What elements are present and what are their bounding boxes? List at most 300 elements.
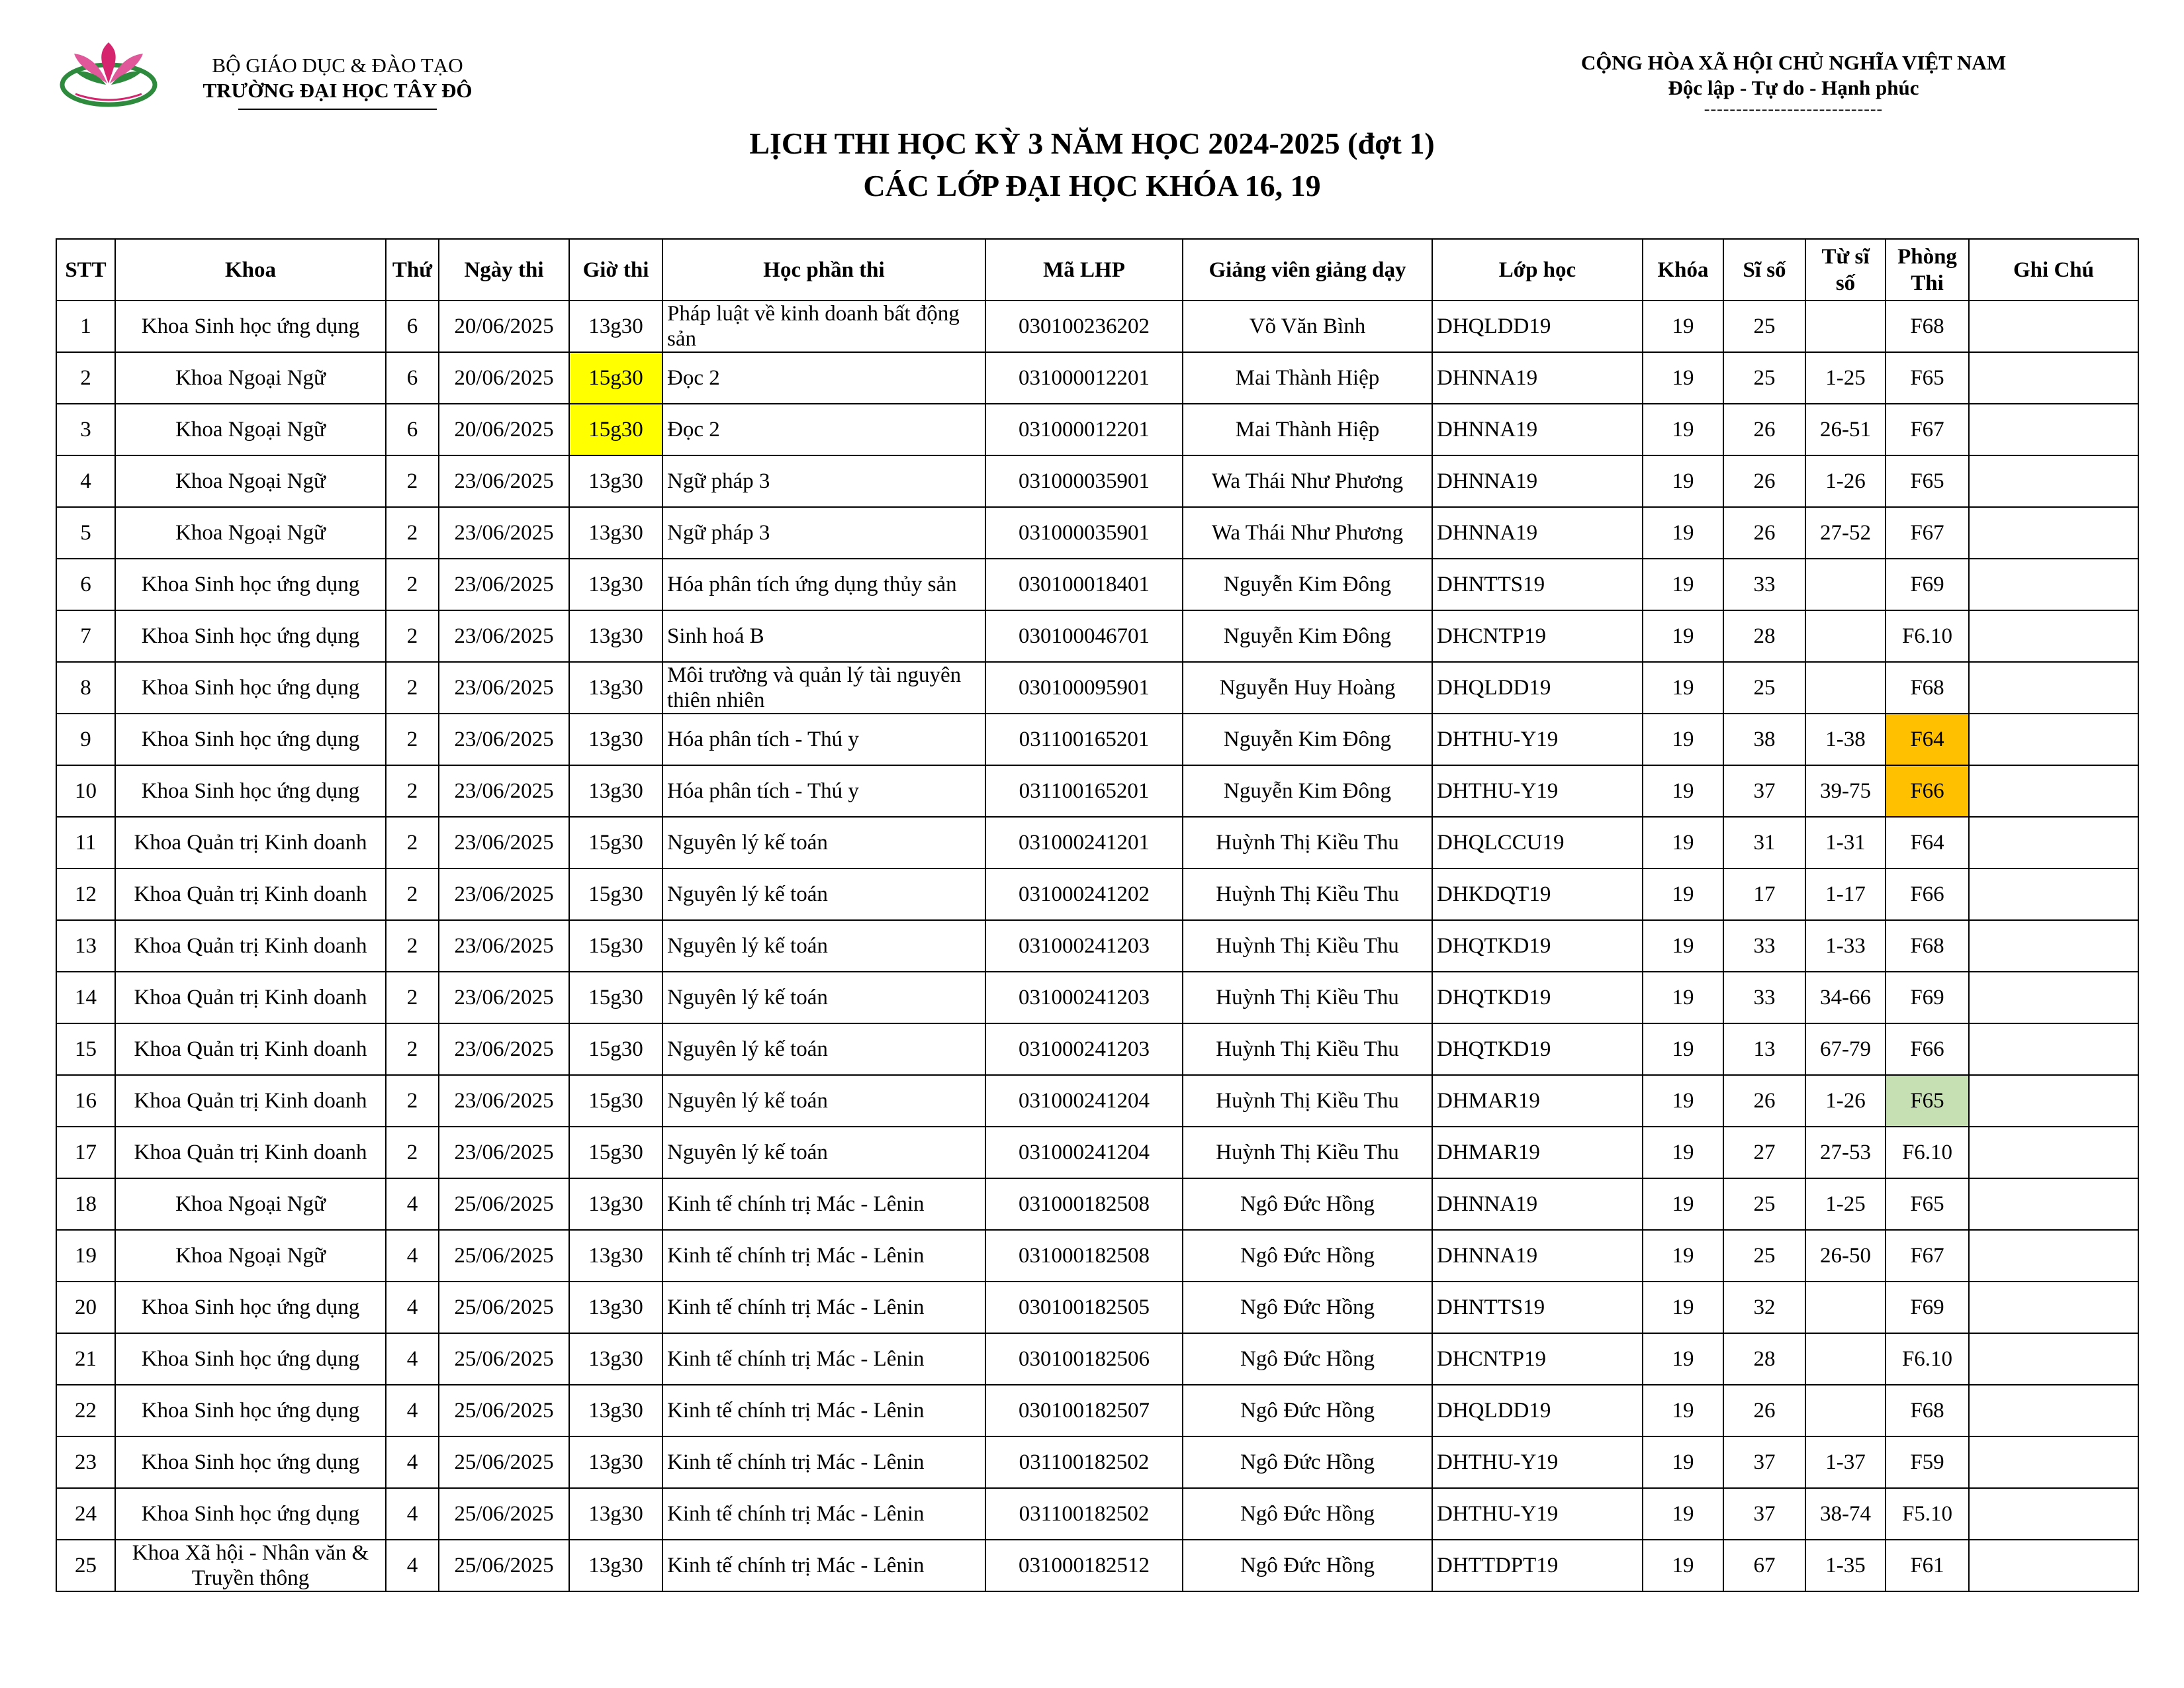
cell-class-size: 37 [1723, 765, 1805, 817]
cell-class: DHQLDD19 [1432, 301, 1643, 352]
cell-class-size: 37 [1723, 1436, 1805, 1488]
cell-exam-date: 25/06/2025 [439, 1488, 569, 1540]
cell-course: Môi trường và quản lý tài nguyên thiên nhiên [662, 662, 985, 714]
cell-seat-range [1805, 559, 1886, 610]
cell-weekday: 4 [386, 1385, 439, 1436]
cell-exam-time: 15g30 [569, 1023, 662, 1075]
cell-class-size: 25 [1723, 352, 1805, 404]
cell-lecturer: Ngô Đức Hồng [1183, 1178, 1432, 1230]
cell-stt: 20 [56, 1282, 115, 1333]
table-row [56, 1230, 2138, 1282]
cell-exam-time: 13g30 [569, 301, 662, 352]
cell-class: DHTHU-Y19 [1432, 1436, 1643, 1488]
cell-class-code: 031000182512 [985, 1540, 1183, 1591]
issuer-underline [238, 109, 437, 110]
cell-seat-range: 1-35 [1805, 1540, 1886, 1591]
republic-name: CỘNG HÒA XÃ HỘI CHỦ NGHĨA VIỆT NAM [1580, 51, 2007, 74]
cell-course: Hóa phân tích - Thú y [662, 765, 985, 817]
title-line-1: LỊCH THI HỌC KỲ 3 NĂM HỌC 2024-2025 (đợt 1) [749, 126, 1435, 160]
cell-class: DHTHU-Y19 [1432, 714, 1643, 765]
header-class: Lớp học [1432, 239, 1643, 301]
national-header [1509, 50, 2078, 118]
cell-weekday: 2 [386, 972, 439, 1023]
cell-class-size: 33 [1723, 920, 1805, 972]
header-exam-room: Phòng Thi [1886, 239, 1969, 301]
cell-class: DHQLDD19 [1432, 1385, 1643, 1436]
cell-course: Hóa phân tích ứng dụng thủy sản [662, 559, 985, 610]
cell-exam-time: 13g30 [569, 1436, 662, 1488]
cell-stt: 10 [56, 765, 115, 817]
cell-class-size: 37 [1723, 1488, 1805, 1540]
cell-notes [1969, 1023, 2138, 1075]
cell-cohort: 19 [1643, 868, 1723, 920]
cell-stt: 24 [56, 1488, 115, 1540]
cell-class-size: 17 [1723, 868, 1805, 920]
cell-exam-date: 23/06/2025 [439, 559, 569, 610]
cell-exam-room: F67 [1886, 507, 1969, 559]
cell-faculty: Khoa Ngoại Ngữ [115, 352, 386, 404]
cell-weekday: 2 [386, 455, 439, 507]
cell-course: Nguyên lý kế toán [662, 868, 985, 920]
cell-class-code: 031000241204 [985, 1075, 1183, 1127]
university-logo [56, 37, 161, 110]
cell-stt: 18 [56, 1178, 115, 1230]
cell-cohort: 19 [1643, 1075, 1723, 1127]
cell-weekday: 4 [386, 1488, 439, 1540]
cell-exam-time: 13g30 [569, 1178, 662, 1230]
cell-stt: 16 [56, 1075, 115, 1127]
table-row [56, 404, 2138, 455]
header-exam-time: Giờ thi [569, 239, 662, 301]
cell-notes [1969, 455, 2138, 507]
cell-faculty: Khoa Sinh học ứng dụng [115, 1436, 386, 1488]
cell-class-size: 26 [1723, 404, 1805, 455]
cell-lecturer: Huỳnh Thị Kiều Thu [1183, 1127, 1432, 1178]
cell-class-size: 33 [1723, 972, 1805, 1023]
cell-exam-date: 20/06/2025 [439, 301, 569, 352]
cell-exam-room: F64 [1886, 817, 1969, 868]
header-cohort: Khóa [1643, 239, 1723, 301]
cell-cohort: 19 [1643, 1333, 1723, 1385]
cell-notes [1969, 714, 2138, 765]
cell-exam-room: F68 [1886, 662, 1969, 714]
cell-notes [1969, 301, 2138, 352]
exam-schedule-table [56, 238, 2139, 1592]
cell-lecturer: Huỳnh Thị Kiều Thu [1183, 868, 1432, 920]
cell-lecturer: Huỳnh Thị Kiều Thu [1183, 972, 1432, 1023]
cell-exam-time: 13g30 [569, 1488, 662, 1540]
cell-class-size: 26 [1723, 455, 1805, 507]
header-course: Học phần thi [662, 239, 985, 301]
cell-stt: 25 [56, 1540, 115, 1591]
cell-class-code: 030100236202 [985, 301, 1183, 352]
cell-weekday: 4 [386, 1333, 439, 1385]
cell-exam-date: 25/06/2025 [439, 1230, 569, 1282]
cell-notes [1969, 1075, 2138, 1127]
cell-lecturer: Nguyễn Kim Đông [1183, 765, 1432, 817]
cell-class: DHMAR19 [1432, 1127, 1643, 1178]
cell-weekday: 4 [386, 1540, 439, 1591]
cell-exam-time: 15g30 [569, 920, 662, 972]
cell-course: Nguyên lý kế toán [662, 1023, 985, 1075]
cell-class-size: 33 [1723, 559, 1805, 610]
cell-lecturer: Ngô Đức Hồng [1183, 1230, 1432, 1282]
cell-faculty: Khoa Sinh học ứng dụng [115, 610, 386, 662]
cell-seat-range [1805, 1282, 1886, 1333]
cell-faculty: Khoa Sinh học ứng dụng [115, 765, 386, 817]
cell-class: DHQLCCU19 [1432, 817, 1643, 868]
cell-class-code: 030100046701 [985, 610, 1183, 662]
cell-exam-room: F65 [1886, 352, 1969, 404]
cell-class-code: 031000035901 [985, 507, 1183, 559]
cell-class-code: 031100182502 [985, 1488, 1183, 1540]
cell-exam-room: F69 [1886, 1282, 1969, 1333]
cell-exam-time: 13g30 [569, 765, 662, 817]
cell-course: Hóa phân tích - Thú y [662, 714, 985, 765]
cell-notes [1969, 662, 2138, 714]
cell-lecturer: Nguyễn Kim Đông [1183, 610, 1432, 662]
cell-faculty: Khoa Ngoại Ngữ [115, 404, 386, 455]
cell-exam-room: F67 [1886, 1230, 1969, 1282]
cell-class: DHTHU-Y19 [1432, 765, 1643, 817]
cell-course: Pháp luật về kinh doanh bất động sản [662, 301, 985, 352]
cell-stt: 13 [56, 920, 115, 972]
cell-class-code: 031100182502 [985, 1436, 1183, 1488]
table-row [56, 1385, 2138, 1436]
cell-weekday: 6 [386, 404, 439, 455]
cell-class: DHNNA19 [1432, 507, 1643, 559]
cell-seat-range [1805, 1333, 1886, 1385]
cell-faculty: Khoa Ngoại Ngữ [115, 455, 386, 507]
cell-faculty: Khoa Quản trị Kinh doanh [115, 920, 386, 972]
cell-exam-room: F66 [1886, 868, 1969, 920]
cell-class: DHCNTP19 [1432, 1333, 1643, 1385]
cell-seat-range: 34-66 [1805, 972, 1886, 1023]
cell-faculty: Khoa Xã hội - Nhân văn & Truyền thông [115, 1540, 386, 1591]
table-row [56, 301, 2138, 352]
table-row [56, 1127, 2138, 1178]
cell-course: Nguyên lý kế toán [662, 972, 985, 1023]
cell-stt: 14 [56, 972, 115, 1023]
cell-cohort: 19 [1643, 301, 1723, 352]
cell-cohort: 19 [1643, 559, 1723, 610]
cell-seat-range: 1-26 [1805, 455, 1886, 507]
cell-stt: 17 [56, 1127, 115, 1178]
cell-class: DHQTKD19 [1432, 1023, 1643, 1075]
cell-cohort: 19 [1643, 765, 1723, 817]
cell-stt: 15 [56, 1023, 115, 1075]
cell-lecturer: Ngô Đức Hồng [1183, 1282, 1432, 1333]
cell-exam-date: 23/06/2025 [439, 765, 569, 817]
cell-weekday: 2 [386, 662, 439, 714]
cell-class-size: 25 [1723, 1178, 1805, 1230]
cell-cohort: 19 [1643, 714, 1723, 765]
cell-stt: 6 [56, 559, 115, 610]
cell-class-size: 26 [1723, 1075, 1805, 1127]
cell-cohort: 19 [1643, 507, 1723, 559]
cell-course: Kinh tế chính trị Mác - Lênin [662, 1488, 985, 1540]
cell-cohort: 19 [1643, 662, 1723, 714]
cell-notes [1969, 817, 2138, 868]
cell-weekday: 6 [386, 301, 439, 352]
cell-exam-date: 25/06/2025 [439, 1178, 569, 1230]
cell-seat-range: 27-53 [1805, 1127, 1886, 1178]
cell-course: Kinh tế chính trị Mác - Lênin [662, 1178, 985, 1230]
cell-stt: 8 [56, 662, 115, 714]
cell-class: DHNNA19 [1432, 455, 1643, 507]
cell-notes [1969, 972, 2138, 1023]
cell-notes [1969, 507, 2138, 559]
cell-notes [1969, 1178, 2138, 1230]
cell-course: Ngữ pháp 3 [662, 455, 985, 507]
cell-faculty: Khoa Quản trị Kinh doanh [115, 972, 386, 1023]
cell-notes [1969, 1385, 2138, 1436]
cell-class-code: 031000012201 [985, 352, 1183, 404]
cell-exam-room: F6.10 [1886, 610, 1969, 662]
cell-weekday: 2 [386, 920, 439, 972]
table-row [56, 352, 2138, 404]
cell-exam-time: 13g30 [569, 1230, 662, 1282]
cell-seat-range: 1-33 [1805, 920, 1886, 972]
cell-exam-date: 23/06/2025 [439, 868, 569, 920]
cell-stt: 3 [56, 404, 115, 455]
cell-lecturer: Ngô Đức Hồng [1183, 1333, 1432, 1385]
table-row [56, 1178, 2138, 1230]
cell-seat-range [1805, 662, 1886, 714]
cell-weekday: 2 [386, 1075, 439, 1127]
cell-class: DHNTTS19 [1432, 1282, 1643, 1333]
cell-cohort: 19 [1643, 1540, 1723, 1591]
cell-notes [1969, 1230, 2138, 1282]
cell-faculty: Khoa Quản trị Kinh doanh [115, 1023, 386, 1075]
cell-class-code: 030100018401 [985, 559, 1183, 610]
cell-faculty: Khoa Sinh học ứng dụng [115, 1282, 386, 1333]
cell-faculty: Khoa Sinh học ứng dụng [115, 1488, 386, 1540]
cell-cohort: 19 [1643, 1127, 1723, 1178]
table-row [56, 765, 2138, 817]
table-row [56, 662, 2138, 714]
cell-course: Kinh tế chính trị Mác - Lênin [662, 1282, 985, 1333]
cell-seat-range: 26-51 [1805, 404, 1886, 455]
table-row [56, 1436, 2138, 1488]
cell-exam-time: 15g30 [569, 352, 662, 404]
cell-class-size: 25 [1723, 662, 1805, 714]
cell-class-code: 031000182508 [985, 1230, 1183, 1282]
cell-course: Kinh tế chính trị Mác - Lênin [662, 1540, 985, 1591]
cell-exam-date: 20/06/2025 [439, 352, 569, 404]
cell-seat-range: 27-52 [1805, 507, 1886, 559]
cell-lecturer: Võ Văn Bình [1183, 301, 1432, 352]
cell-weekday: 2 [386, 507, 439, 559]
document-title [0, 122, 2184, 207]
table-row [56, 455, 2138, 507]
cell-class: DHNNA19 [1432, 352, 1643, 404]
cell-exam-date: 23/06/2025 [439, 610, 569, 662]
cell-weekday: 4 [386, 1230, 439, 1282]
cell-exam-room: F59 [1886, 1436, 1969, 1488]
cell-notes [1969, 1488, 2138, 1540]
cell-notes [1969, 1436, 2138, 1488]
cell-exam-date: 25/06/2025 [439, 1436, 569, 1488]
cell-class: DHTTDPT19 [1432, 1540, 1643, 1591]
cell-lecturer: Nguyễn Kim Đông [1183, 559, 1432, 610]
cell-class: DHQTKD19 [1432, 972, 1643, 1023]
cell-cohort: 19 [1643, 920, 1723, 972]
cell-class-code: 031000241201 [985, 817, 1183, 868]
cell-course: Đọc 2 [662, 352, 985, 404]
cell-exam-date: 23/06/2025 [439, 714, 569, 765]
table-row [56, 1075, 2138, 1127]
cell-class-code: 031000241202 [985, 868, 1183, 920]
table-body [56, 301, 2138, 1591]
cell-weekday: 2 [386, 765, 439, 817]
cell-lecturer: Ngô Đức Hồng [1183, 1540, 1432, 1591]
cell-class-code: 031000012201 [985, 404, 1183, 455]
cell-notes [1969, 404, 2138, 455]
cell-stt: 22 [56, 1385, 115, 1436]
cell-exam-date: 23/06/2025 [439, 1023, 569, 1075]
table-row [56, 1333, 2138, 1385]
cell-exam-room: F6.10 [1886, 1127, 1969, 1178]
cell-faculty: Khoa Ngoại Ngữ [115, 1178, 386, 1230]
table-row [56, 868, 2138, 920]
cell-exam-room: F61 [1886, 1540, 1969, 1591]
cell-course: Nguyên lý kế toán [662, 920, 985, 972]
cell-class-code: 031100165201 [985, 714, 1183, 765]
cell-weekday: 2 [386, 1127, 439, 1178]
cell-seat-range: 1-17 [1805, 868, 1886, 920]
cell-course: Đọc 2 [662, 404, 985, 455]
cell-exam-room: F68 [1886, 1385, 1969, 1436]
cell-course: Nguyên lý kế toán [662, 817, 985, 868]
header-notes: Ghi Chú [1969, 239, 2138, 301]
cell-lecturer: Ngô Đức Hồng [1183, 1488, 1432, 1540]
cell-seat-range: 1-26 [1805, 1075, 1886, 1127]
header-class-size: Sĩ số [1723, 239, 1805, 301]
cell-exam-time: 15g30 [569, 817, 662, 868]
cell-cohort: 19 [1643, 1230, 1723, 1282]
header-exam-date: Ngày thi [439, 239, 569, 301]
table-row [56, 1023, 2138, 1075]
cell-notes [1969, 352, 2138, 404]
cell-class-code: 031100165201 [985, 765, 1183, 817]
cell-lecturer: Nguyễn Kim Đông [1183, 714, 1432, 765]
cell-cohort: 19 [1643, 1282, 1723, 1333]
cell-course: Kinh tế chính trị Mác - Lênin [662, 1385, 985, 1436]
cell-exam-date: 25/06/2025 [439, 1282, 569, 1333]
cell-class: DHMAR19 [1432, 1075, 1643, 1127]
cell-seat-range: 38-74 [1805, 1488, 1886, 1540]
cell-exam-room: F68 [1886, 301, 1969, 352]
cell-stt: 1 [56, 301, 115, 352]
cell-class-size: 25 [1723, 1230, 1805, 1282]
cell-weekday: 2 [386, 1023, 439, 1075]
cell-stt: 9 [56, 714, 115, 765]
cell-faculty: Khoa Sinh học ứng dụng [115, 301, 386, 352]
cell-weekday: 4 [386, 1178, 439, 1230]
cell-weekday: 2 [386, 817, 439, 868]
cell-class: DHKDQT19 [1432, 868, 1643, 920]
cell-course: Nguyên lý kế toán [662, 1075, 985, 1127]
cell-weekday: 2 [386, 559, 439, 610]
cell-class-size: 25 [1723, 301, 1805, 352]
cell-exam-room: F66 [1886, 1023, 1969, 1075]
cell-cohort: 19 [1643, 972, 1723, 1023]
cell-course: Sinh hoá B [662, 610, 985, 662]
table-row [56, 610, 2138, 662]
cell-lecturer: Wa Thái Như Phương [1183, 455, 1432, 507]
table-header-row [56, 239, 2138, 301]
cell-cohort: 19 [1643, 1436, 1723, 1488]
cell-class-size: 31 [1723, 817, 1805, 868]
cell-stt: 19 [56, 1230, 115, 1282]
table-row [56, 559, 2138, 610]
cell-exam-time: 13g30 [569, 455, 662, 507]
cell-lecturer: Huỳnh Thị Kiều Thu [1183, 817, 1432, 868]
cell-weekday: 4 [386, 1282, 439, 1333]
cell-exam-time: 13g30 [569, 714, 662, 765]
cell-notes [1969, 1282, 2138, 1333]
cell-class-code: 030100095901 [985, 662, 1183, 714]
cell-class-size: 13 [1723, 1023, 1805, 1075]
cell-notes [1969, 765, 2138, 817]
table-row [56, 817, 2138, 868]
cell-lecturer: Mai Thành Hiệp [1183, 352, 1432, 404]
cell-class-size: 67 [1723, 1540, 1805, 1591]
cell-faculty: Khoa Quản trị Kinh doanh [115, 1127, 386, 1178]
header-weekday: Thứ [386, 239, 439, 301]
cell-faculty: Khoa Sinh học ứng dụng [115, 1385, 386, 1436]
cell-faculty: Khoa Quản trị Kinh doanh [115, 868, 386, 920]
cell-lecturer: Wa Thái Như Phương [1183, 507, 1432, 559]
cell-faculty: Khoa Sinh học ứng dụng [115, 1333, 386, 1385]
cell-stt: 7 [56, 610, 115, 662]
title-line-2: CÁC LỚP ĐẠI HỌC KHÓA 16, 19 [863, 169, 1321, 203]
cell-exam-date: 23/06/2025 [439, 1127, 569, 1178]
cell-seat-range: 1-31 [1805, 817, 1886, 868]
university-name: TRƯỜNG ĐẠI HỌC TÂY ĐÔ [203, 79, 473, 102]
cell-cohort: 19 [1643, 817, 1723, 868]
cell-exam-date: 23/06/2025 [439, 662, 569, 714]
cell-exam-time: 13g30 [569, 662, 662, 714]
cell-course: Ngữ pháp 3 [662, 507, 985, 559]
cell-class-size: 28 [1723, 1333, 1805, 1385]
table-row [56, 972, 2138, 1023]
cell-lecturer: Ngô Đức Hồng [1183, 1385, 1432, 1436]
cell-seat-range [1805, 301, 1886, 352]
cell-seat-range: 39-75 [1805, 765, 1886, 817]
cell-seat-range [1805, 610, 1886, 662]
table-row [56, 1282, 2138, 1333]
cell-class: DHNNA19 [1432, 1230, 1643, 1282]
cell-exam-room: F67 [1886, 404, 1969, 455]
cell-exam-time: 13g30 [569, 610, 662, 662]
cell-stt: 21 [56, 1333, 115, 1385]
cell-class-size: 32 [1723, 1282, 1805, 1333]
cell-notes [1969, 868, 2138, 920]
cell-lecturer: Nguyễn Huy Hoàng [1183, 662, 1432, 714]
cell-class-code: 031000182508 [985, 1178, 1183, 1230]
cell-exam-time: 13g30 [569, 1385, 662, 1436]
cell-exam-room: F5.10 [1886, 1488, 1969, 1540]
cell-faculty: Khoa Ngoại Ngữ [115, 1230, 386, 1282]
header-stt: STT [56, 239, 115, 301]
cell-cohort: 19 [1643, 1488, 1723, 1540]
cell-class-size: 27 [1723, 1127, 1805, 1178]
cell-class-size: 38 [1723, 714, 1805, 765]
cell-cohort: 19 [1643, 352, 1723, 404]
cell-faculty: Khoa Quản trị Kinh doanh [115, 817, 386, 868]
